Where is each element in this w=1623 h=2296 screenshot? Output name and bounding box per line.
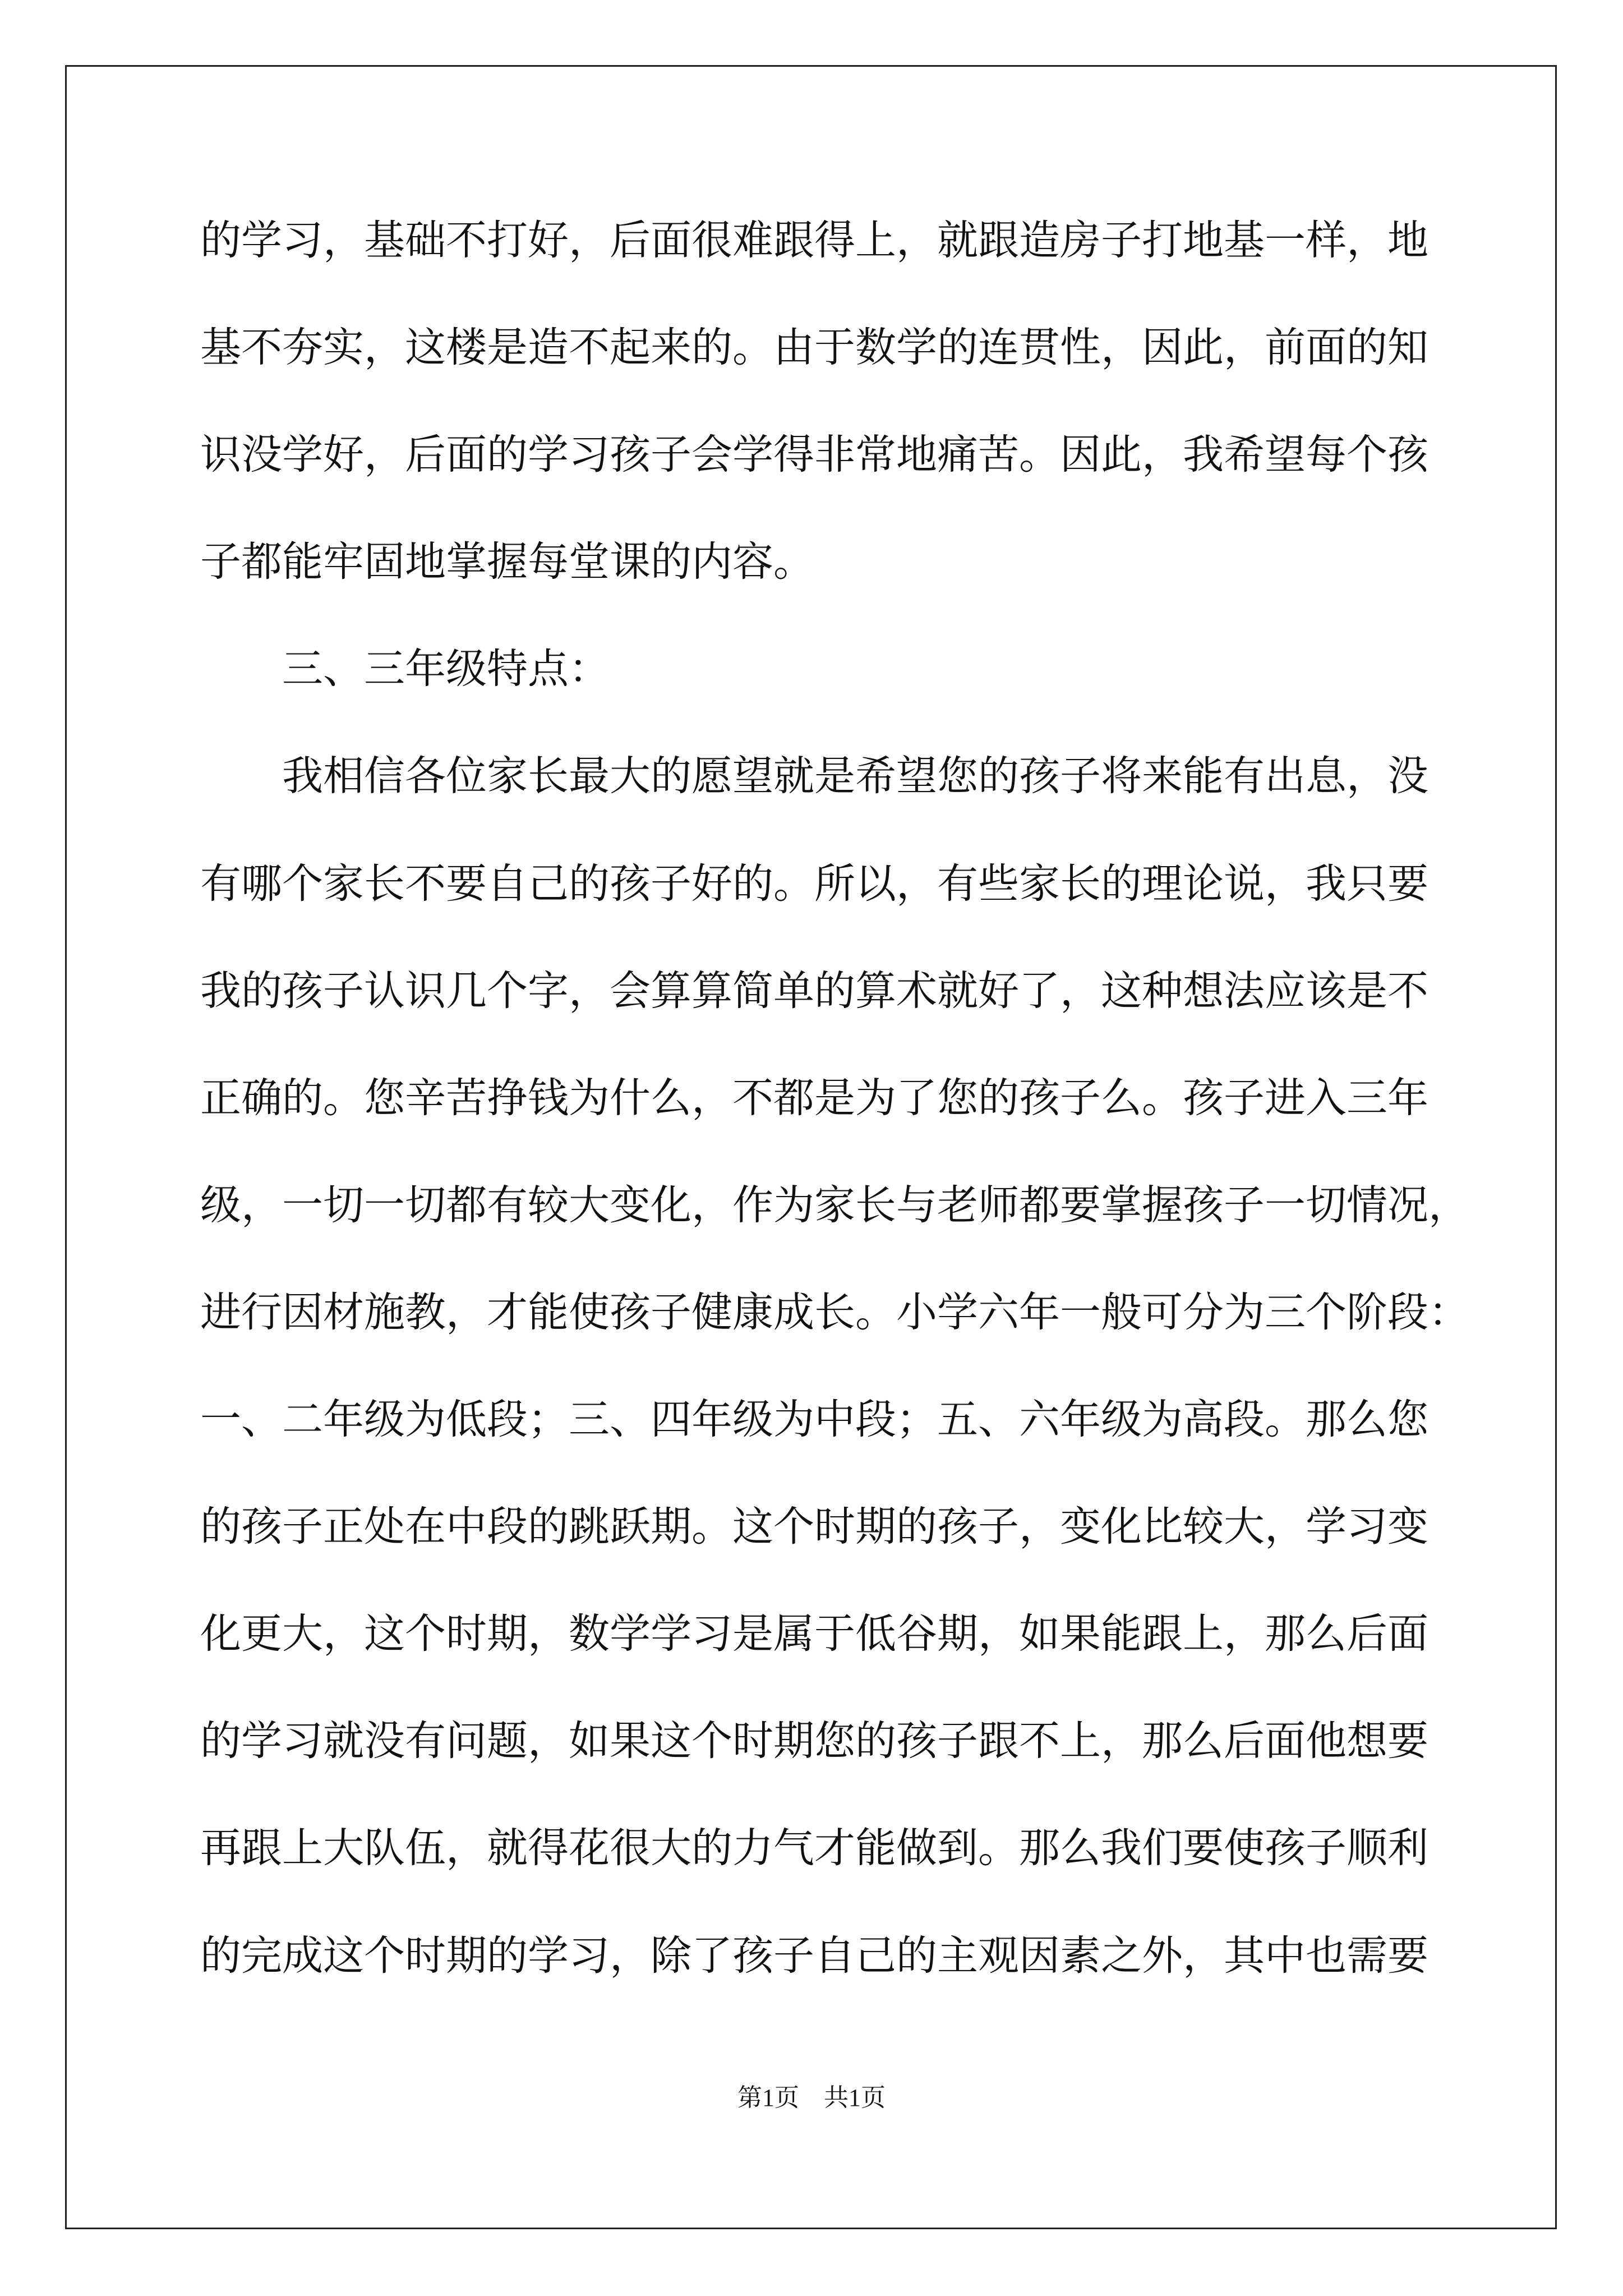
page-footer: 第1页 共1页 bbox=[737, 2084, 886, 2111]
text-line: 的学习，基础不打好，后面很难跟得上，就跟造房子打地基一样，地 bbox=[200, 217, 1428, 264]
text-line: 有哪个家长不要自己的孩子好的。所以，有些家长的理论说，我只要 bbox=[200, 859, 1428, 908]
text-line: 一、二年级为低段；三、四年级为中段；五、六年级为高段。那么您 bbox=[200, 1396, 1428, 1444]
text-line: 的孩子正处在中段的跳跃期。这个时期的孩子，变化比较大，学习变 bbox=[200, 1503, 1428, 1551]
text-line: 的完成这个时期的学习，除了孩子自己的主观因素之外，其中也需要 bbox=[200, 1931, 1428, 1980]
text-line: 子都能牢固地掌握每堂课的内容。 bbox=[200, 538, 814, 586]
text-line: 我的孩子认识几个字，会算算简单的算术就好了，这种想法应该是不 bbox=[200, 967, 1428, 1015]
document-body bbox=[200, 209, 1469, 2032]
text-line: 再跟上大队伍，就得花很大的力气才能做到。那么我们要使孩子顺利 bbox=[200, 1824, 1428, 1872]
text-line: 基不夯实，这楼是造不起来的。由于数学的连贯性，因此，前面的知 bbox=[200, 324, 1428, 372]
text-line: 我相信各位家长最大的愿望就是希望您的孩子将来能有出息，没 bbox=[200, 752, 1428, 800]
text-line: 级，一切一切都有较大变化，作为家长与老师都要掌握孩子一切情况， bbox=[200, 1181, 1469, 1229]
text-line: 正确的。您辛苦挣钱为什么，不都是为了您的孩子么。孩子进入三年 bbox=[200, 1074, 1428, 1122]
text-line: 识没学好，后面的学习孩子会学得非常地痛苦。因此，我希望每个孩 bbox=[200, 431, 1428, 479]
section-heading: 三、三年级特点： bbox=[200, 645, 610, 693]
text-line: 化更大，这个时期，数学学习是属于低谷期，如果能跟上，那么后面 bbox=[200, 1610, 1428, 1658]
text-line: 的学习就没有问题，如果这个时期您的孩子跟不上，那么后面他想要 bbox=[200, 1717, 1428, 1765]
text-line: 进行因材施教，才能使孩子健康成长。小学六年一般可分为三个阶段： bbox=[200, 1288, 1469, 1336]
